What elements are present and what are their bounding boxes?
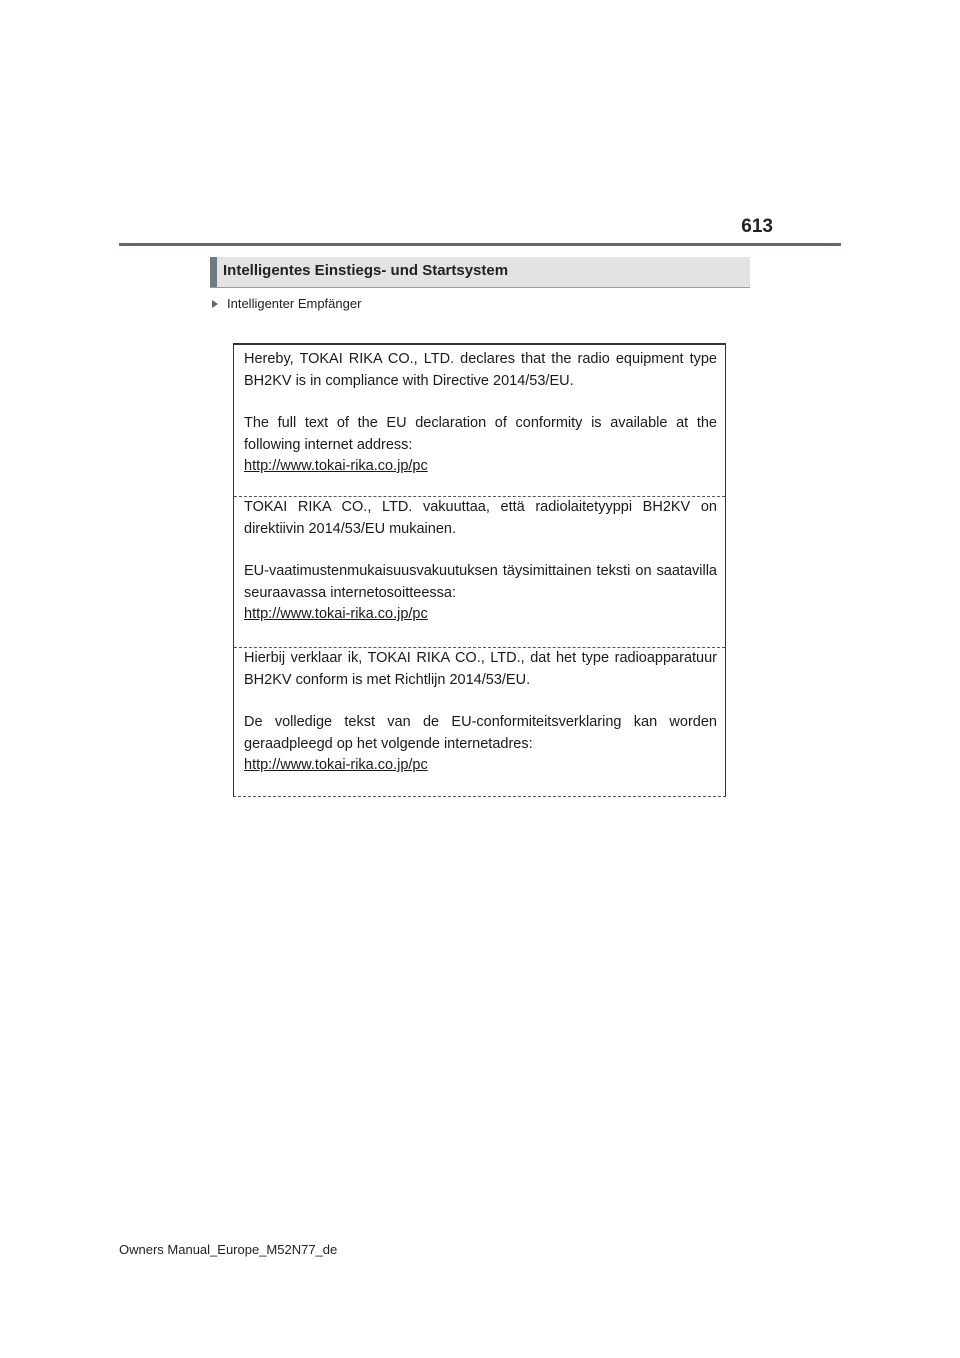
- declaration-link[interactable]: http://www.tokai-rika.co.jp/pc: [244, 757, 428, 773]
- subheading: [212, 296, 361, 311]
- section-title: Intelligentes Einstiegs- und Startsystem: [223, 262, 509, 279]
- declaration-statement: TOKAI RIKA CO., LTD. vakuuttaa, että radiolaitetyyppi BH2KV on direktiivin 2014/53/EU mukainen.: [244, 499, 717, 537]
- declaration-finnish: [234, 497, 725, 648]
- declaration-availability: [244, 413, 717, 478]
- header-rule: [119, 243, 841, 246]
- declaration-availability-text: EU-vaatimustenmukaisuusvakuutuksen täysimittainen teksti on saatavilla seuraavassa internetosoitteessa:: [244, 563, 717, 601]
- page-number: 613: [741, 216, 773, 237]
- declaration-availability: [244, 561, 717, 626]
- declaration-availability: [244, 712, 717, 777]
- declaration-availability-text: De volledige tekst van de EU-conformiteitsverklaring kan worden geraadpleegd op het volgende internetadres:: [244, 714, 717, 752]
- footer-manual-id: Owners Manual_Europe_M52N77_de: [119, 1242, 338, 1257]
- section-header: [210, 257, 750, 288]
- declaration-link[interactable]: http://www.tokai-rika.co.jp/pc: [244, 458, 428, 474]
- declaration-english: [234, 349, 725, 497]
- declaration-dutch: [234, 648, 725, 796]
- section-header-accent-bar: [210, 257, 217, 287]
- declaration-link[interactable]: http://www.tokai-rika.co.jp/pc: [244, 606, 428, 622]
- declaration-statement: Hierbij verklaar ik, TOKAI RIKA CO., LTD., dat het type radioapparatuur BH2KV conform is met Richtlijn 2014/53/EU.: [244, 650, 717, 688]
- declaration-box: [233, 343, 726, 797]
- declaration-statement: Hereby, TOKAI RIKA CO., LTD. declares that the radio equipment type BH2KV is in compliance with Directive 2014/53/EU.: [244, 351, 717, 389]
- triangle-bullet-icon: [212, 300, 218, 308]
- declaration-availability-text: The full text of the EU declaration of conformity is available at the following internet address:: [244, 415, 717, 453]
- subheading-text: Intelligenter Empfänger: [227, 296, 362, 311]
